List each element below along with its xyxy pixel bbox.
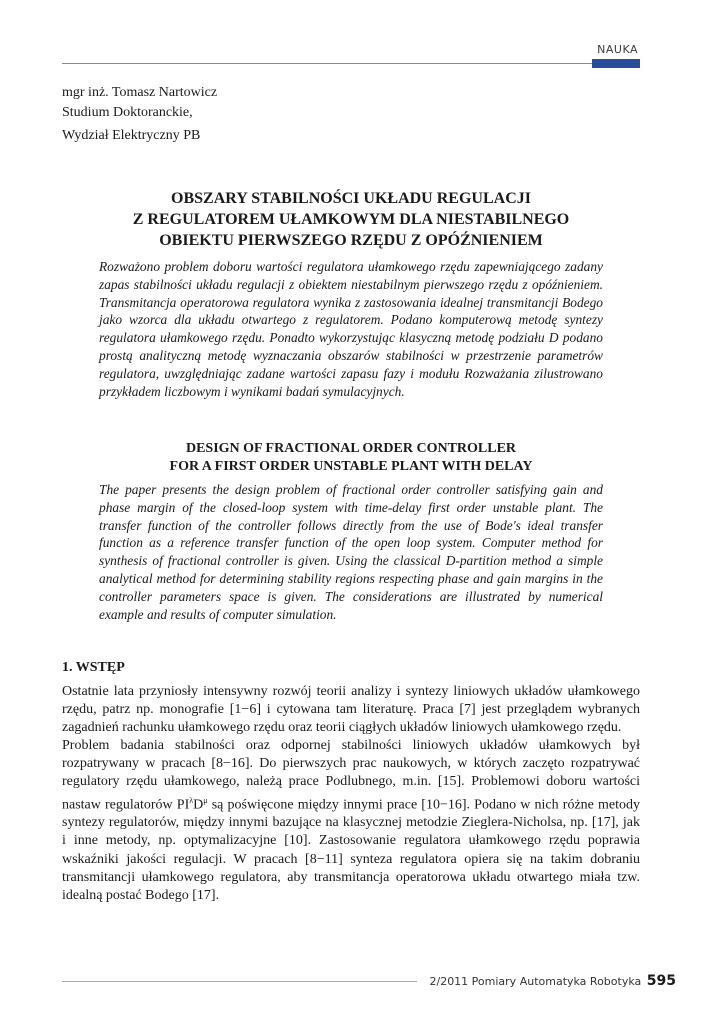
paragraph-text: D <box>193 797 204 813</box>
page-footer <box>429 973 676 989</box>
abstract-polish: Rozważono problem doboru wartości regulatora ułamkowego rzędu zapewniającego zadany zapas stabilności układu regulacji z obiektem niestabilnym pierwszego rzędu z opóźnieniem. Transmitancja operatorowa regulatora wynika z zastosowania idealnej transmitancji Bodego jako wzorca dla układu otwartego z regulatorem. Podano komputerową metodę syntezy regulatora ułamkowego rzędu. Ponadto wykorzystując klasyczną metodę podziału D podano prostą analityczną metodę wyznaczania obszarów stabilności w przestrzenie parametrów regulatora, uwzględniając zadane wartości zapasu fazy i modułu Rozważania zilustrowano przykładem liczbowym i wynikami badań symulacyjnych. <box>99 259 603 399</box>
paragraph <box>62 737 640 905</box>
title-line: Z REGULATOREM UŁAMKOWYM DLA NIESTABILNEGO <box>132 211 570 228</box>
paper-title-english <box>62 440 640 476</box>
author-name: mgr inż. Tomasz Nartowicz <box>62 85 218 100</box>
paragraph: Ostatnie lata przyniosły intensywny rozwój teorii analizy i syntezy liniowych układów ułamkowego rzędu, patrz np. monografie [1−6] i cytowana tam literaturę. Praca [7] jest przeglądem wybranych zagadnień rachunku ułamkowego rzędu oraz teorii ciągłych układów liniowych ułamkowego rzędu. <box>62 684 640 736</box>
author-block <box>62 83 217 146</box>
header-accent-bar <box>592 59 640 68</box>
footer-rule <box>62 981 417 982</box>
author-faculty: Wydział Elektryczny PB <box>62 128 201 143</box>
title-line: FOR A FIRST ORDER UNSTABLE PLANT WITH DELAY <box>169 459 533 474</box>
section-heading: 1. WSTĘP <box>62 660 125 675</box>
title-line: OBIEKTU PIERWSZEGO RZĘDU Z OPÓŹNIENIEM <box>159 232 543 249</box>
paragraph-text: są poświęcone między innymi prace [10−16]. Podano w nich różne metody syntezy regulatorów, między innymi bazujące na klasycznej metodzie Zieglera-Nicholsa, np. [17], jak i inne metody, np. optymalizacyjne [10]. Zastosowanie regulatora ułamkowego rzędu poprawia wskaźniki jakości regulacji. W pracach [8−11] synteza regulatora opiera się na takim dobraniu transmitancji ułamkowego regulatora, aby transmitancja operatorowa układu otwartego miała tzw. idealną postać Bodego [17]. <box>62 797 641 903</box>
title-line: DESIGN OF FRACTIONAL ORDER CONTROLLER <box>185 441 517 456</box>
abstract-english: The paper presents the design problem of fractional order controller satisfying gain and phase margin of the closed-loop system with time-delay first order unstable plant. The transfer function of the controller follows directly from the use of Bode's ideal transfer function as a reference transfer function of the open loop system. Computer method for synthesis of fractional controller is given. Using the classical D-partition method a simple analytical method for determining stability regions respecting phase and gain margins in the controller parameters space is given. The considerations are illustrated by numerical example and results of computer simulation. <box>99 482 603 622</box>
section-label: NAUKA <box>597 43 638 56</box>
superscript-lambda: λ <box>189 795 194 805</box>
page-number: 595 <box>646 973 676 989</box>
header-rule <box>62 63 630 64</box>
journal-issue: 2/2011 Pomiary Automatyka Robotyka <box>429 975 642 988</box>
section-body <box>62 683 640 905</box>
paper-title <box>62 188 640 251</box>
superscript-mu: μ <box>203 795 208 805</box>
title-line: OBSZARY STABILNOŚCI UKŁADU REGULACJI <box>171 190 531 207</box>
author-unit: Studium Doktoranckie, <box>62 105 193 120</box>
paragraph-text: Problem badania stabilności oraz odpornej stabilności liniowych układów ułamkowych był rozpatrywany w pracach [8−16]. Do pierwszych prac naukowych, w których zaczęto rozpatrywać regulatory rzędu ułamkowego, należą prace Podlubnego, m.in. [15]. Problemowi doboru wartości nastaw regulatorów PI <box>62 738 640 813</box>
